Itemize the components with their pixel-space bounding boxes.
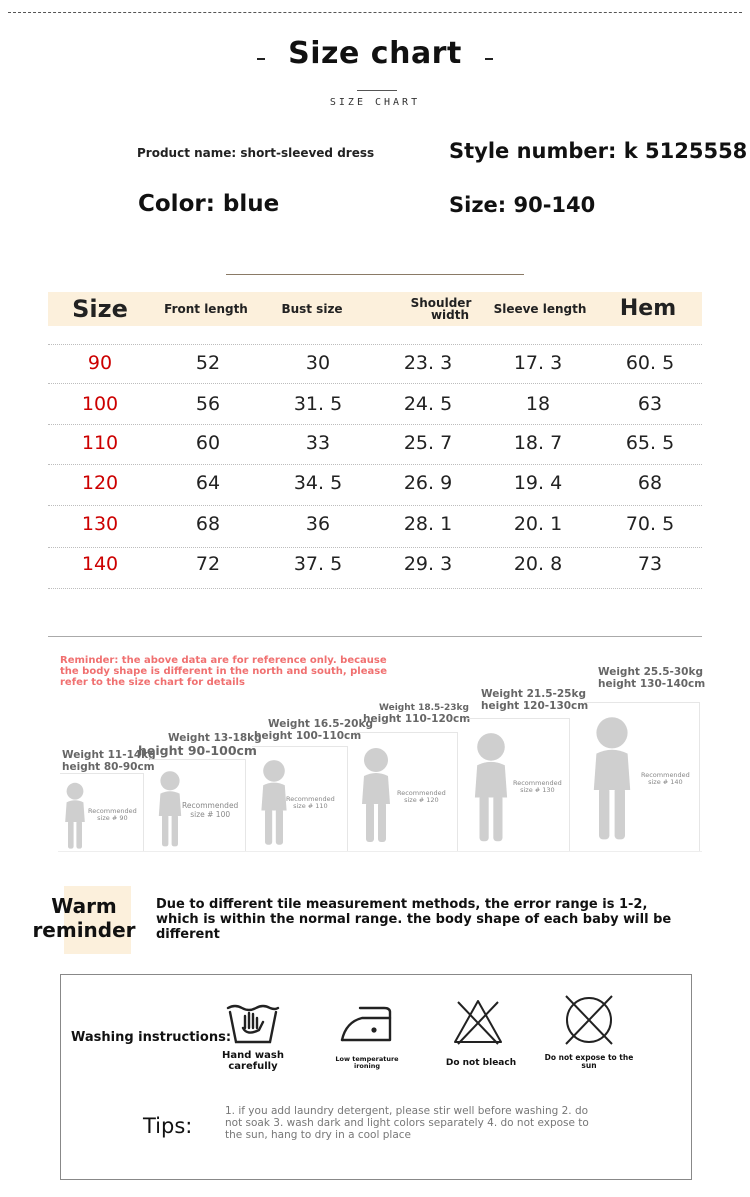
recommend-label: Recommended [513, 779, 562, 787]
guide-height: height 110-120cm [363, 713, 471, 726]
recommend-label: Recommended [88, 807, 137, 815]
cell-shoulder-width: 28. 1 [403, 513, 453, 535]
caption-line2: sun [581, 1061, 597, 1071]
cell-sleeve-length: 20. 8 [513, 553, 563, 575]
guide-recommend-100 [182, 802, 238, 819]
recommend-size: size # 140 [648, 778, 683, 787]
caption-line2: ironing [353, 1062, 381, 1071]
header-shoulder-line2: width [430, 308, 470, 322]
product-color: Color: blue [138, 191, 280, 217]
title-block [0, 36, 750, 71]
warm-reminder-text: Due to different tile measurement methods, the error range is 1-2, which is within the normal range. the body shape of each baby will be different [156, 897, 672, 943]
caption-line2: carefully [228, 1061, 278, 1072]
no-bleach-icon [452, 998, 504, 1046]
cell-hem: 73 [637, 553, 663, 575]
cell-size: 110 [81, 432, 119, 454]
guide-recommend-90 [88, 808, 137, 823]
cell-sleeve-length: 19. 4 [513, 472, 563, 494]
cell-front-length: 60 [195, 432, 221, 454]
guide-label-140 [598, 666, 705, 690]
header-front-length: Front length [164, 302, 248, 316]
header-bust-size: Bust size [281, 302, 343, 316]
cell-sleeve-length: 18. 7 [513, 432, 563, 454]
cell-shoulder-width: 25. 7 [403, 432, 453, 454]
guide-weight: Weight 18.5-23kg [379, 703, 469, 713]
cell-bust-size: 37. 5 [293, 553, 343, 575]
cell-size: 120 [81, 472, 119, 494]
cell-front-length: 72 [195, 553, 221, 575]
cell-hem: 70. 5 [625, 513, 675, 535]
recommend-label: Recommended [397, 789, 446, 797]
no-bleach-caption [438, 1059, 524, 1069]
warm-title-line1: Warm [51, 894, 117, 918]
title-dash-left [257, 58, 265, 60]
table-row [48, 504, 702, 544]
cell-bust-size: 31. 5 [293, 393, 343, 415]
guide-label-100 [138, 732, 262, 759]
header-sleeve-length: Sleeve length [493, 302, 587, 316]
header-hem: Hem [619, 296, 677, 321]
recommend-size: size # 130 [520, 786, 555, 795]
guide-weight: Weight 16.5-20kg [268, 718, 373, 730]
child-silhouette-icon [356, 738, 396, 850]
cell-hem: 63 [637, 393, 663, 415]
cell-front-length: 64 [195, 472, 221, 494]
child-silhouette-icon [468, 722, 514, 850]
subtitle-rule [357, 90, 397, 91]
cell-size: 100 [81, 393, 119, 415]
cell-sleeve-length: 20. 1 [513, 513, 563, 535]
cell-bust-size: 36 [305, 513, 331, 535]
iron-caption [326, 1056, 408, 1070]
caption-line1: Do not bleach [445, 1058, 517, 1068]
cell-size: 90 [87, 352, 113, 374]
guide-height: height 130-140cm [598, 678, 706, 691]
recommend-size: size # 110 [293, 802, 328, 811]
cell-bust-size: 30 [305, 352, 331, 374]
cell-front-length: 68 [195, 513, 221, 535]
warm-title-line2: reminder [32, 918, 136, 942]
size-range: Size: 90-140 [449, 193, 596, 217]
tips-text: 1. if you add laundry detergent, please stir well before washing 2. do not soak 3. wash dark and light colors separately 4. do not expose to the sun, hang to dry in a cool place [225, 1105, 589, 1142]
row-divider [48, 588, 702, 589]
cell-shoulder-width: 29. 3 [403, 553, 453, 575]
table-row [48, 343, 702, 383]
recommend-label: Recommended [286, 795, 335, 803]
guide-recommend-140 [641, 772, 690, 787]
top-dashed-divider [8, 12, 742, 13]
guide-height: height 120-130cm [481, 700, 589, 713]
caption-line1: Low temperature [335, 1055, 399, 1063]
caption-line1: Hand wash [222, 1050, 284, 1061]
table-row [48, 384, 702, 424]
guide-weight: Weight 11-14kg [62, 749, 156, 761]
caption-line1: Do not expose to the [544, 1053, 634, 1062]
reminder-text: Reminder: the above data are for reference only. because the body shape is different in the north and south, please refer to the size chart for details [60, 655, 387, 689]
recommend-size: size # 100 [190, 809, 231, 819]
recommend-label: Recommended [182, 801, 239, 810]
warm-reminder-title [14, 894, 154, 942]
no-sun-caption [540, 1054, 638, 1071]
guide-label-130 [481, 688, 588, 712]
cell-sleeve-length: 17. 3 [513, 352, 563, 374]
cell-front-length: 52 [195, 352, 221, 374]
product-name: Product name: short-sleeved dress [137, 146, 375, 160]
guide-recommend-110 [286, 796, 335, 811]
recommend-size: size # 90 [97, 814, 128, 823]
child-silhouette-icon [586, 704, 638, 850]
recommend-label: Recommended [641, 771, 690, 779]
title-dash-right [485, 58, 493, 60]
page-title: Size chart [288, 36, 462, 71]
cell-hem: 60. 5 [625, 352, 675, 374]
guide-weight: Weight 25.5-30kg [598, 666, 703, 678]
header-shoulder-line1: Shoulder [410, 296, 472, 310]
cell-hem: 68 [637, 472, 663, 494]
cell-size: 130 [81, 513, 119, 535]
cell-bust-size: 33 [305, 432, 331, 454]
header-size: Size [72, 295, 128, 323]
washing-label: Washing instructions: [71, 1030, 232, 1045]
cell-shoulder-width: 26. 9 [403, 472, 453, 494]
hand-wash-caption [212, 1050, 294, 1072]
guide-height: height 100-110cm [254, 730, 362, 743]
table-header [48, 292, 702, 326]
cell-shoulder-width: 24. 5 [403, 393, 453, 415]
recommend-size: size # 120 [404, 796, 439, 805]
guide-weight: Weight 13-18kg [168, 732, 262, 744]
guide-recommend-120 [397, 790, 446, 805]
guide-height: height 80-90cm [62, 761, 155, 774]
section-divider [48, 636, 702, 637]
guide-weight: Weight 21.5-25kg [481, 688, 586, 700]
table-row [48, 463, 702, 503]
guide-height: height 90-100cm [138, 743, 257, 759]
table-row [48, 423, 702, 463]
cell-shoulder-width: 23. 3 [403, 352, 453, 374]
cell-size: 140 [81, 553, 119, 575]
guide-baseline [58, 851, 702, 852]
style-number: Style number: k 5125558 [449, 139, 748, 163]
child-silhouette-icon [60, 780, 90, 850]
section-rule [226, 274, 524, 275]
cell-sleeve-length: 18 [525, 393, 551, 415]
cell-bust-size: 34. 5 [293, 472, 343, 494]
iron-icon [338, 1004, 394, 1044]
tips-label: Tips: [143, 1114, 193, 1138]
cell-front-length: 56 [195, 393, 221, 415]
page-subtitle: SIZE CHART [329, 97, 421, 108]
guide-recommend-130 [513, 780, 562, 795]
no-sun-icon [562, 992, 616, 1046]
header-shoulder-width [364, 292, 490, 326]
hand-wash-icon [225, 1000, 281, 1046]
guide-label-120 [363, 703, 470, 725]
cell-hem: 65. 5 [625, 432, 675, 454]
table-row [48, 544, 702, 584]
